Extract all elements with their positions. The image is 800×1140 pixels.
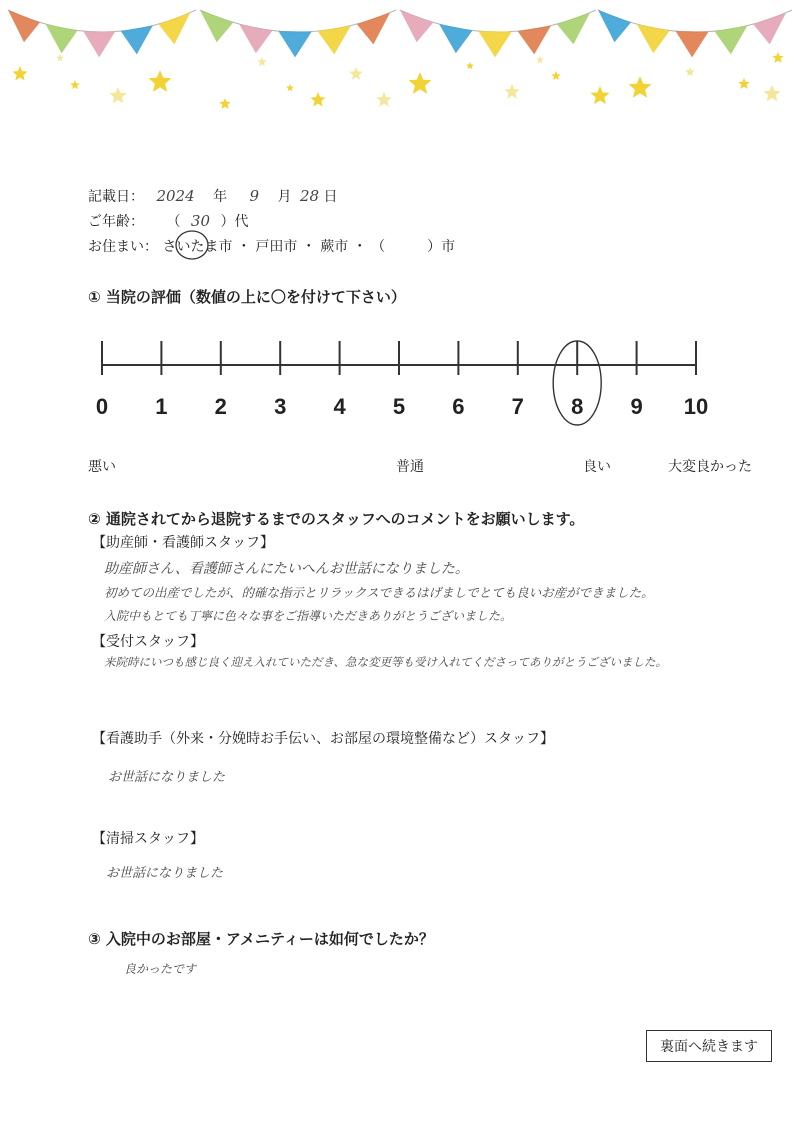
scale-number: 2 [214,394,227,419]
bunting-flag [478,31,511,57]
continue-on-back-box [646,1030,772,1062]
date-row [88,186,338,206]
scale-number: 0 [95,394,109,419]
age-close: ）代 [220,214,249,230]
bunting-flag [121,26,153,55]
residence-label: お住まい： [88,239,158,255]
star-icon [551,71,561,80]
date-day: 28 [300,187,320,205]
residence-selection-circle [172,228,212,262]
midwife-comment-line-2: 初めての出産でしたが、的確な指示とリラックスできるはげましでとても良いお産ができました。 [104,585,654,600]
star-icon [466,62,474,69]
section2-heading: ② 通院されてから退院するまでのスタッフへのコメントをお願いします。 [88,510,585,528]
midwife-label: 【助産師・看護師スタッフ】 [92,535,274,551]
star-icon [12,66,27,81]
midwife-comment-line-3: 入院中もとても丁寧に色々な事をご指導いただきありがとうございました。 [104,609,513,623]
bunting-banner [0,0,800,120]
bunting-flag [158,13,190,45]
star-icon [409,72,432,94]
star-icon [763,85,780,101]
residence-row [88,236,455,256]
bunting-flag [278,31,311,57]
scale-number: 7 [511,394,524,419]
star-icon [536,56,544,63]
bunting-flag [8,10,40,42]
bunting-flag [357,13,390,45]
bunting-flag [439,24,472,53]
anchor-normal: 普通 [396,459,424,475]
bunting-flag [400,10,433,42]
star-icon [257,57,267,66]
age-value: 30 [190,212,210,230]
bunting-flag [318,26,351,55]
star-icon [109,87,126,103]
section1-heading: ① 当院の評価（数値の上に〇を付けて下さい） [88,288,406,306]
bunting-flag [753,13,786,45]
star-icon [70,80,80,89]
bunting-flag [676,31,709,57]
bunting-flag [637,24,670,53]
residence-options: さいたま市 ・ 戸田市 ・ 蕨市 ・ （ ）市 [162,239,456,255]
star-icon [219,98,230,109]
star-icon [286,84,294,91]
star-icon [56,54,64,61]
scale-number: 4 [333,394,346,419]
scale-number: 3 [274,394,287,419]
star-icon [504,84,519,99]
bunting-flag [200,10,233,42]
bunting-flag [46,24,78,53]
midwife-comment-line-1: 助産師さん、看護師さんにたいへんお世話になりました。 [104,561,469,577]
rating-anchors [0,456,800,476]
star-icon [376,92,391,107]
bunting-flag [518,26,551,55]
reception-comment: 来院時にいつも感じ良く迎え入れていただき、急な変更等も受け入れてくださってありがとうございました。 [104,655,668,669]
scale-number: 10 [683,394,709,419]
date-month-unit: 月 [277,189,292,205]
cleaning-comment: お世話になりました [106,866,224,881]
age-row [88,211,248,231]
date-year-unit: 年 [213,189,228,205]
bunting-flag [557,13,590,45]
date-year: 2024 [156,187,195,205]
bunting-flag [239,24,272,53]
anchor-bad: 悪い [88,459,116,475]
bunting-flag [598,10,631,42]
scale-number: 5 [392,394,406,419]
scale-number: 8 [571,394,584,419]
date-day-unit: 日 [323,189,338,205]
star-icon [772,52,783,63]
star-icon [349,67,362,80]
star-icon [591,86,610,104]
date-label: 記載日： [88,189,144,205]
star-icon [149,70,172,92]
date-month: 9 [249,187,260,205]
scale-number: 6 [452,394,465,419]
section3-heading: ③ 入院中のお部屋・アメニティーは如何でしたか？ [88,930,434,948]
assistant-comment: お世話になりました [108,770,226,785]
bunting-flag [83,31,115,57]
star-icon [310,92,325,107]
star-icon [738,78,749,89]
bunting-flag [714,26,747,55]
rating-scale [80,320,740,430]
anchor-very-good: 大変良かった [668,459,752,475]
star-icon [685,67,695,76]
star-icon [629,76,652,98]
anchor-good: 良い [583,459,611,475]
continue-label: 裏面へ続きます [660,1039,758,1055]
age-label: ご年齢： [88,214,144,230]
section3-comment: 良かったです [124,962,197,976]
cleaning-label: 【清掃スタッフ】 [92,831,204,847]
scale-number: 9 [630,394,643,419]
reception-label: 【受付スタッフ】 [92,634,204,650]
age-open: （ [166,214,181,230]
assistant-label: 【看護助手（外来・分娩時お手伝い、お部屋の環境整備など）スタッフ】 [92,731,554,747]
scale-number: 1 [155,394,168,419]
